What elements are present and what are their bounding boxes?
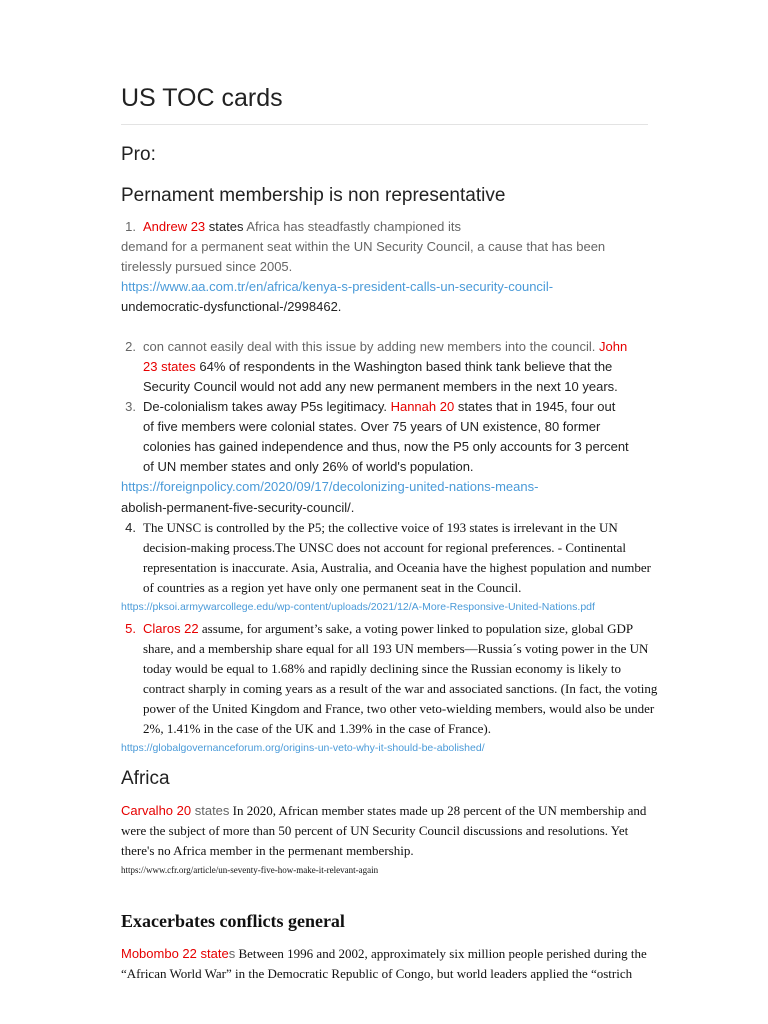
body-text: of UN member states and only 26% of world's population.	[143, 459, 474, 474]
body-text: Between 1996 and 2002, approximately six million people perished during the	[235, 946, 647, 961]
body-text: were the subject of more than 50 percent of UN Security Council discussions and resolutions. Yet	[121, 823, 629, 838]
author-citation: Andrew 23	[143, 219, 206, 234]
source-link[interactable]: https://foreignpolicy.com/2020/09/17/decolonizing-united-nations-means-	[121, 479, 539, 494]
body-text: 64% of respondents in the Washington based think tank believe that the	[195, 359, 613, 374]
body-text: contract sharply in coming years as a result of the war and associated sanctions. (In fact, the voting	[143, 681, 658, 696]
list-number: 2.	[125, 339, 136, 354]
author-citation: John	[598, 339, 628, 354]
section-heading-africa: Africa	[121, 768, 170, 789]
body-text: states that in 1945, four out	[454, 399, 616, 414]
title-divider	[121, 124, 648, 125]
body-text: share, and a membership share equal for all 193 UN members—Russia´s voting power in the UN	[143, 641, 649, 656]
body-text: “African World War” in the Democratic Republic of Congo, but world leaders applied the “ostrich	[121, 966, 633, 981]
body-text: today would be equal to 1.68% and rapidly declining since the Russian economy is likely to	[143, 661, 622, 676]
section-heading-exacerbates-conflicts: Exacerbates conflicts general	[121, 911, 345, 931]
body-text: colonies has gained independence and thus, now the P5 only accounts for 3 percent	[143, 439, 629, 454]
list-item: The UNSC is controlled by the P5; the collective voice of 193 states is irrelevant in the UN	[143, 520, 618, 535]
list-item	[143, 621, 633, 637]
body-text: of five members were colonial states. Over 75 years of UN existence, 80 former	[143, 419, 601, 434]
body-text: demand for a permanent seat within the UN Security Council, a cause that has been	[121, 239, 606, 254]
section-heading-permanent-membership: Pernament membership is non representative	[121, 185, 506, 206]
body-text: De-colonialism takes away P5s legitimacy.	[143, 399, 391, 414]
body-text: assume, for argument’s sake, a voting power linked to population size, global GDP	[198, 621, 634, 636]
source-link[interactable]: https://www.cfr.org/article/un-seventy-five-how-make-it-relevant-again	[121, 865, 379, 875]
list-number: 5.	[125, 621, 136, 636]
author-citation: Carvalho 20	[121, 803, 192, 818]
body-text: In 2020, African member states made up 28 percent of the UN membership and	[229, 803, 647, 818]
source-link-continuation: undemocratic-dysfunctional-/2998462.	[121, 299, 342, 314]
body-text: representation is inaccurate. Asia, Australia, and Oceania have the highest population and number	[143, 560, 651, 575]
citation-verb-suffix: s	[228, 946, 236, 961]
body-text: Security Council would not add any new permanent members in the next 10 years.	[143, 379, 618, 394]
list-number: 4.	[125, 520, 136, 535]
source-link[interactable]: https://www.aa.com.tr/en/africa/kenya-s-president-calls-un-security-council-	[121, 279, 554, 294]
source-link[interactable]: https://globalgovernanceforum.org/origins-un-veto-why-it-should-be-abolished/	[121, 742, 485, 754]
body-text: power of the United Kingdom and France, two other veto-wielding members, would also be under	[143, 701, 655, 716]
body-text: there's no Africa member in the permenant membership.	[121, 843, 414, 858]
author-citation: Hannah 20	[390, 399, 455, 414]
paragraph	[121, 803, 646, 819]
list-item	[143, 219, 461, 234]
body-text: con cannot easily deal with this issue by adding new members into the council.	[143, 339, 599, 354]
source-link[interactable]: https://pksoi.armywarcollege.edu/wp-content/uploads/2021/12/A-More-Responsive-United-Nations.pdf	[121, 601, 595, 613]
citation-verb: states	[191, 803, 230, 818]
paragraph	[121, 946, 647, 962]
list-item-line	[143, 359, 612, 374]
source-link-continuation: abolish-permanent-five-security-council/.	[121, 500, 355, 515]
list-item	[143, 399, 615, 414]
list-number: 1.	[125, 219, 136, 234]
list-number: 3.	[125, 399, 136, 414]
body-text: tirelessly pursued since 2005.	[121, 259, 293, 274]
author-citation: 23 states	[143, 359, 196, 374]
page-title: US TOC cards	[121, 84, 283, 112]
body-text: 2%, 1.41% in the case of the UK and 1.39% in the case of France).	[143, 721, 491, 736]
pro-heading: Pro:	[121, 144, 156, 165]
body-text: of countries as a region yet have only one permanent seat in the Council.	[143, 580, 522, 595]
author-citation: Mobombo 22 state	[121, 946, 229, 961]
citation-verb: states	[205, 219, 244, 234]
list-item	[143, 339, 627, 354]
body-text: decision-making process.The UNSC does not account for regional preferences. - Continental	[143, 540, 627, 555]
author-citation: Claros 22	[143, 621, 199, 636]
body-text: Africa has steadfastly championed its	[243, 219, 461, 234]
